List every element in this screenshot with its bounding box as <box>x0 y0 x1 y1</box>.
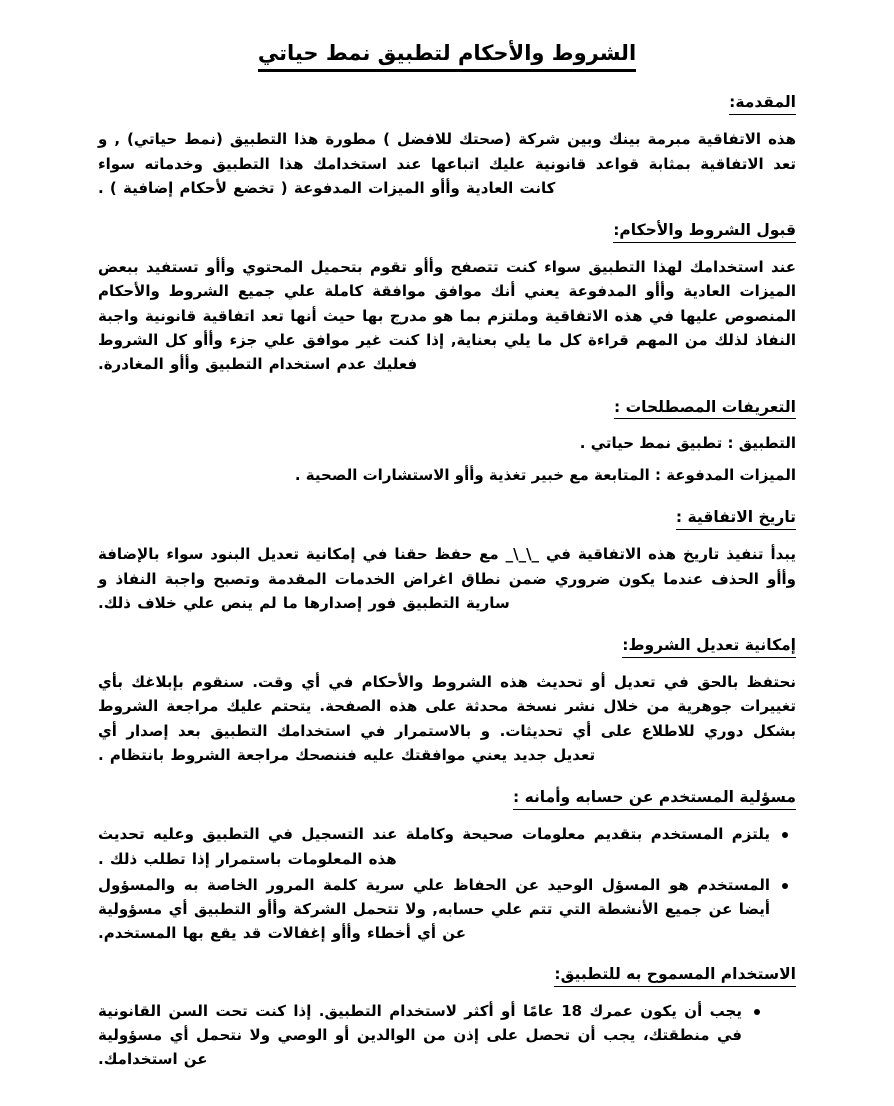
page-title-text: الشروط والأحكام لتطبيق نمط حياتي <box>258 40 636 72</box>
list-item: المستخدم هو المسؤل الوحيد عن الحفاظ علي سرية كلمة المرور الخاصة به والمسؤول أيضا عن جميع الأنشطة التي تتم علي حسابه, ولا تتحمل الشركة وأأو التطبيق أي مسؤولية عن أي أخطاء وأأو إغفالات قد يقع بها المستخدم. <box>98 873 796 946</box>
section-heading-modification-text: إمكانية تعديل الشروط: <box>622 635 796 658</box>
agreement-date-blank-field[interactable]: _\_\_ <box>505 545 540 564</box>
section-heading-acceptance-text: قبول الشروط والأحكام: <box>613 220 796 243</box>
section-heading-definitions-text: التعريفات المصطلحات : <box>614 397 796 420</box>
section-heading-permitted-use <box>98 964 796 987</box>
section-heading-agreement-date <box>98 507 796 530</box>
document-content <box>98 0 796 1074</box>
user-responsibility-list <box>98 822 796 945</box>
section-heading-user-responsibility-text: مسؤلية المستخدم عن حسابه وأمانه : <box>513 787 796 810</box>
section-body-modification: نحتفظ بالحق في تعديل أو تحديث هذه الشروط والأحكام في أي وقت. سنقوم بإبلاغك بأي تغييرات جوهرية من خلال نشر نسخة محدثة على هذه الصفحة. يتحتم عليك مراجعة الشروط بشكل دوري للاطلاع على أي تحديثات. و بالاستمرار في استخدامك التطبيق بعد إصدار أي تعديل جديد يعني موافقتك عليه فننصحك مراجعة الشروط بانتظام . <box>98 673 796 765</box>
list-item: يجب أن يكون عمرك 18 عامًا أو أكثر لاستخدام التطبيق. إذا كنت تحت السن القانونية في منطقتك، يجب أن تحصل على إذن من الوالدين أو الوصي ولا نتحمل أي مسؤولية عن استخدامك. <box>98 999 796 1072</box>
section-heading-acceptance <box>98 220 796 243</box>
section-heading-intro-text: المقدمة: <box>729 92 796 115</box>
section-heading-agreement-date-text: تاريخ الاتفاقية : <box>676 507 796 530</box>
list-item: يلتزم المستخدم بتقديم معلومات صحيحة وكاملة عند التسجيل في التطبيق وعليه تحديث هذه المعلومات باستمرار إذا تطلب ذلك . <box>98 822 796 871</box>
section-heading-user-responsibility <box>98 787 796 810</box>
section-heading-permitted-use-text: الاستخدام المسموح به للتطبيق: <box>554 964 796 987</box>
definition-item-app: التطبيق : تطبيق نمط حياتي . <box>579 434 796 453</box>
section-heading-definitions <box>98 397 796 420</box>
section-body-intro: هذه الاتفاقية مبرمة بينك وبين شركة (صحتك للافضل ) مطورة هذا التطبيق (نمط حياتي) , و تعد الاتفاقية بمثابة قواعد قانونية عليك اتباعها عند استخدامك هذا التطبيق وخدماته سواء كانت العادية وأأو الميزات المدفوعة ( تخضع لأحكام إضافية ) . <box>98 130 796 197</box>
agreement-date-text-before: يبدأ تنفيذ تاريخ هذه الاتفاقية في <box>545 545 797 564</box>
definition-item-paid-features: الميزات المدفوعة : المتابعة مع خبير تغذية وأأو الاستشارات الصحية . <box>294 466 796 485</box>
section-body-acceptance: عند استخدامك لهذا التطبيق سواء كنت تتصفح وأأو تقوم بتحميل المحتوي وأأو تستفيد ببعض الميزات العادية وأأو المدفوعة يعني أنك موافق موافقة كاملة علي جميع الشروط والأحكام المنصوص عليها في هذه الاتفاقية وملتزم بما هو مدرج بها حيث أنها تعد اتفاقية قانونية واجبة النفاذ لذلك من المهم قراءة كل ما يلي بعناية, إذا كنت غير موافق علي جزء وأأو كل الشروط فعليك عدم استخدام التطبيق وأأو المغادرة. <box>98 258 796 374</box>
page-title <box>98 0 796 72</box>
section-heading-modification <box>98 635 796 658</box>
section-body-agreement-date <box>98 542 796 615</box>
permitted-use-list <box>98 999 796 1072</box>
section-heading-intro <box>98 92 796 115</box>
agreement-date-text-after: مع حفظ حقنا في إمكانية تعديل البنود سواء بالإضافة وأأو الحذف عندما يكون ضروري ضمن نطاق اغراض الخدمات المقدمة وتصبح واجبة النفاذ و سارية التطبيق فور إصدارها ما لم ينص علي خلاف ذلك. <box>98 545 796 612</box>
